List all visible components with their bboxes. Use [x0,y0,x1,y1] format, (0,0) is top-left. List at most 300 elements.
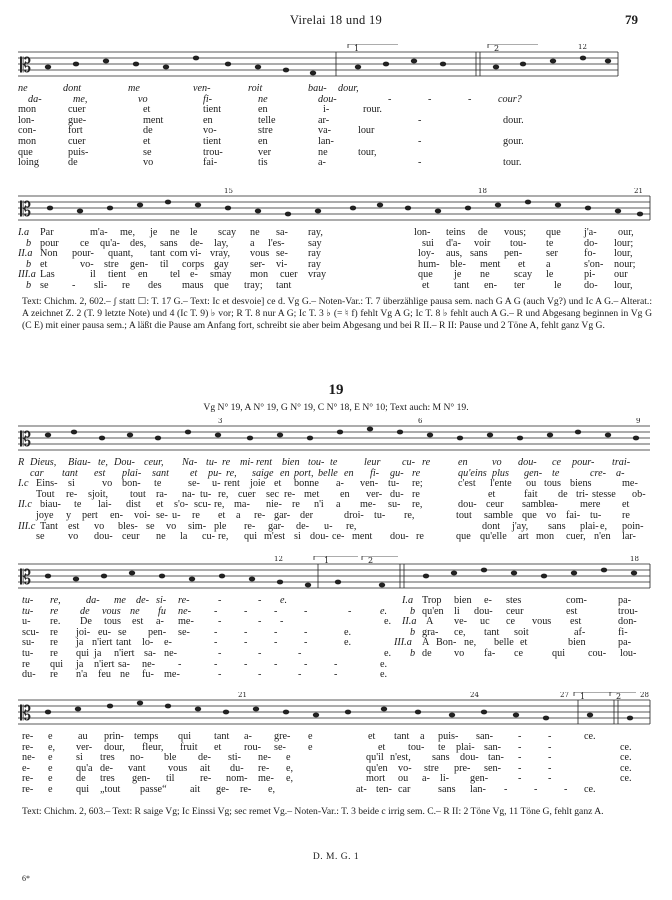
lyric-syllable: gen- [470,773,489,785]
lyric-syllable: m'a- [90,227,108,238]
lyric-syllable: joi- [76,626,91,638]
lyric-syllable: et [622,499,630,511]
lyric-syllable: cuer [280,269,298,281]
lyric-syllable: prin- [104,731,124,742]
lyric-syllable: III.a [394,637,412,649]
lyric-syllable: ce. [620,762,632,774]
lyric-syllable: qu'il [366,752,384,764]
lyric-syllable: car [398,783,411,795]
lyric-syllable: e [308,731,313,742]
lyric-syllable: tient [108,269,127,281]
lyric-syllable: re- [244,520,256,532]
svg-text:𝄡: 𝄡 [20,565,32,589]
lyric-syllable: dour. [503,114,524,126]
lyric-syllable: et [520,637,528,649]
lyric-syllable: et [218,509,226,521]
lyric-syllable: - [274,626,278,638]
lyric-syllable: III.c [18,520,36,532]
lyric-syllable: ne [318,146,328,158]
lyric-syllable: car [30,467,44,479]
lyric-syllable: ser- [250,258,266,270]
lyric-syllable: bon- [122,478,141,490]
lyric-syllable: ou [526,478,537,490]
lyric-syllable: sec [266,488,280,500]
lyric-syllable: sa- [144,647,156,659]
lyric-syllable: fo- [584,248,596,260]
lyric-syllable: tant [62,467,78,479]
lyric-syllable: tour, [358,146,377,158]
lyric-syllable: II.a [18,248,33,260]
lyric-syllable: re- [258,762,270,774]
lyric-syllable: e. [380,669,388,681]
staff-5 [18,692,654,732]
lyric-syllable: de [80,605,90,617]
lyric-syllable: art [518,531,529,543]
svg-text:𝄡: 𝄡 [20,53,32,77]
lyric-syllable: nie- [266,499,282,511]
lyric-syllable: n'iert [94,658,115,670]
lyric-syllable: ce. [620,773,632,785]
lyric-syllable: voi- [134,509,151,521]
lyric-syllable: la [180,531,188,543]
lyric-line [18,753,654,764]
lyric-syllable: et [143,104,151,116]
lyric-syllable: cour? [498,93,522,105]
lyric-syllable: - [418,114,422,126]
lyric-syllable: pre- [454,762,471,774]
staff-3 [18,418,654,458]
svg-text:1: 1 [324,556,330,565]
lyric-syllable: - [334,669,338,681]
lyric-syllable: est [570,616,582,628]
lyric-syllable: ne- [178,605,192,617]
lyric-syllable: - [178,658,182,670]
lyric-syllable: ce [514,647,524,659]
lyric-syllable: a [546,258,551,270]
music-system-5 [18,692,654,796]
lyric-syllable: fa- [484,647,496,659]
lyric-syllable: port, [294,467,314,479]
lyric-syllable: e, [286,762,294,774]
lyric-syllable: re- [178,595,190,606]
lyric-syllable: ce- [332,531,345,543]
lyric-syllable: vray, [210,248,230,260]
lyric-syllable: do- [584,237,598,249]
lyric-syllable: n'iert [92,637,113,649]
lyric-syllable: s'on- [584,258,604,270]
lyric-line [18,785,654,796]
lyrics-system-3 [18,458,654,543]
lyric-syllable: en [458,457,468,468]
lyric-syllable: re [122,279,130,291]
lyric-syllable: le [554,279,562,291]
lyric-syllable: tous [544,478,561,490]
lyric-syllable: our, [618,227,634,238]
lyric-syllable: stesse [592,488,616,500]
lyric-syllable: loy- [418,248,435,260]
lyric-syllable: a- [336,478,344,490]
lyric-syllable: qui [552,647,566,659]
lyric-syllable: tu- [206,457,218,468]
lyric-syllable: plai- [580,520,599,532]
lyric-syllable: gen- [130,258,149,270]
lyric-syllable: - [534,783,538,795]
lyric-syllable: cu- [402,457,416,468]
lyric-syllable: fruit [180,741,198,753]
lyric-syllable: ce. [584,731,596,742]
lyric-syllable: ser [546,248,558,260]
lyric-syllable: - [298,669,302,681]
lyric-syllable: ble- [450,258,466,270]
lyric-syllable: lay, [214,237,229,249]
lyric-syllable: - [258,616,262,628]
lyric-syllable: til [160,258,169,270]
lyric-syllable: tant [394,731,410,742]
lyric-syllable: de- [198,752,212,764]
lyric-syllable: en [344,467,354,479]
lyric-syllable: tan- [488,752,504,764]
lyric-syllable: com- [566,595,587,606]
lyric-syllable: tient [203,104,222,116]
lyric-syllable: u- [22,616,31,628]
lyric-syllable: A [422,637,430,649]
lyric-line [18,281,654,292]
lyric-syllable: tou- [510,237,527,249]
lyric-syllable: si [294,531,301,543]
lyric-syllable: re- [240,783,252,795]
lyric-syllable: ver- [366,488,383,500]
lyric-syllable: n'iert [114,647,135,659]
svg-text:18: 18 [630,556,639,563]
lyric-syllable: dou- [474,605,493,617]
lyric-syllable: tres [100,752,115,764]
lyric-syllable: nom- [226,773,248,785]
lyric-syllable: gre- [274,731,291,742]
lyric-syllable: e- [190,269,198,281]
section-number-19: 19 [328,382,344,398]
lyric-syllable: plus [492,467,509,479]
lyric-syllable: Trop [422,595,442,606]
lyric-syllable: des, [130,237,147,249]
lyric-syllable: lour, [614,279,633,291]
lyric-syllable: Dieus, [30,457,57,468]
lyric-syllable: - [214,637,218,649]
lyric-syllable: se- [276,248,288,260]
lyric-syllable: ray, [308,227,323,238]
lyric-syllable: - [274,605,278,617]
lyric-syllable: vo [68,531,79,543]
lyric-syllable: et [368,731,376,742]
lyric-syllable: tu- [590,509,602,521]
lyric-syllable: e. [344,626,352,638]
lyric-syllable: ceur [486,499,504,511]
lyric-syllable: ne- [258,752,272,764]
lyric-syllable: cuer [238,488,256,500]
lyric-syllable: - [504,783,508,795]
svg-text:𝄡: 𝄡 [20,427,32,451]
lyric-syllable: re [422,457,431,468]
lyric-syllable: m'est [264,531,286,543]
lyric-syllable: b [26,258,32,270]
lyric-syllable: feu [98,669,112,681]
lyric-syllable: me- [360,499,376,511]
lyric-syllable: soit [514,626,529,638]
lyric-syllable: - [244,637,248,649]
lyric-syllable: ple [214,520,227,532]
lyric-syllable: si [76,752,83,764]
lyric-syllable: c'est [458,478,476,490]
lyric-syllable: rour. [363,104,382,116]
lyric-syllable: re [50,637,58,649]
lyric-syllable: tres [100,773,115,785]
lyric-syllable: te, [98,457,108,468]
lyric-syllable: me- [178,616,194,628]
lyric-syllable: don- [618,616,637,628]
lyric-syllable: cuer, [566,531,586,543]
lyric-syllable: te [546,237,554,249]
staff-1 [18,44,654,84]
lyric-syllable: mort [366,773,386,785]
lyric-syllable: lar- [622,531,636,543]
lyric-syllable: dou- [318,93,337,105]
lyric-syllable: le [546,269,554,281]
lyric-syllable: tant [116,637,132,649]
page-footer-label: D. M. G. 1 [312,852,360,862]
lyric-syllable: te [552,467,560,479]
lyric-syllable: af- [574,626,586,638]
lyric-syllable: e, [286,773,294,785]
lyric-syllable: san- [476,731,493,742]
lyric-syllable: tous [104,616,121,628]
lyric-syllable: - [244,626,248,638]
lyric-syllable: a [420,731,425,742]
lyric-syllable: vous [168,762,188,774]
lyric-syllable: bien [568,637,586,649]
lyric-syllable: ce. [620,752,632,764]
lyric-syllable: cuer [68,135,86,147]
lyric-syllable: re, [404,509,415,521]
lyric-syllable: n'a [76,669,88,681]
lyric-syllable: qu'en [422,605,444,617]
lyric-syllable: de- [136,595,150,606]
lyric-syllable: se- [156,509,168,521]
lyric-syllable: Par [40,227,54,238]
lyric-syllable: et [190,467,198,479]
lyric-syllable: qu'en [366,762,388,774]
lyric-syllable: pu- [208,467,222,479]
lyric-syllable: en [280,467,290,479]
lyric-syllable: re [22,658,30,670]
lyric-syllable: vo [166,520,177,532]
lyric-syllable: bonne [294,478,319,490]
lyric-syllable: su- [22,637,35,649]
lyric-syllable: Biau- [68,457,91,468]
lyric-syllable: sa- [276,227,288,238]
lyric-syllable: re- [66,488,78,500]
lyric-syllable: no- [130,752,144,764]
lyric-syllable: fi- [618,626,628,638]
lyric-syllable: re, [346,520,357,532]
lyric-syllable: le [190,227,198,238]
lyric-syllable: re- [22,783,34,795]
lyric-syllable: lan- [470,783,486,795]
lyric-syllable: de [478,227,488,238]
lyric-syllable: u- [172,509,181,521]
lyric-syllable: re [50,669,58,681]
svg-text:27: 27 [560,692,569,699]
lyric-syllable: li- [440,773,450,785]
lyric-syllable: der [300,509,314,521]
lyric-syllable: aus, [446,248,463,260]
lyric-syllable: our [614,269,628,281]
svg-text:9: 9 [636,418,641,425]
lyric-syllable: - [304,626,308,638]
lyric-syllable: en- [484,279,498,291]
lyric-syllable: e- [22,762,30,774]
lyric-syllable: sen- [484,762,501,774]
lyric-syllable: pa- [618,637,632,649]
lyric-line [18,228,654,239]
lyric-syllable: bien [454,595,472,606]
lyric-syllable: a- [244,731,252,742]
lyric-syllable: se- [188,478,200,490]
lyric-syllable: A [426,616,434,628]
lyric-syllable: plai- [122,467,142,479]
lyrics-system-5 [18,732,654,796]
lyric-syllable: fait [524,488,538,500]
lyric-syllable: ment [352,531,373,543]
lyric-syllable: bles- [118,520,138,532]
lyric-syllable: et [156,499,164,511]
lyric-syllable: teins [446,227,466,238]
lyric-syllable: re [50,626,58,638]
lyric-syllable: ven- [360,478,379,490]
lyric-syllable: ne [250,227,260,238]
lyric-syllable: ce. [620,741,632,753]
lyric-syllable: que [546,227,561,238]
lyric-syllable: I.a [18,227,30,238]
lyric-syllable: e. [280,595,288,606]
lyric-syllable: que [18,146,33,158]
lyrics-system-4 [18,596,654,681]
lyric-syllable: Tant [40,520,58,532]
lyric-syllable: des [148,279,162,291]
lyric-syllable: hum- [418,258,440,270]
lyric-syllable: pert [82,509,98,521]
page-number: 79 [625,12,638,27]
lyric-syllable: lour, [614,248,633,260]
lyric-syllable: se [40,279,49,291]
lyric-syllable: dont [482,520,501,532]
lyric-syllable: vi- [276,258,288,270]
lyric-syllable: est [132,616,144,628]
lyric-syllable: - [258,595,262,606]
lyric-syllable: pour- [572,457,595,468]
lyric-syllable: trai- [612,457,631,468]
lyric-syllable: loing [18,157,39,169]
lyric-syllable: vo [546,509,557,521]
lyric-syllable: a- [422,773,430,785]
lyric-syllable: pen- [148,626,167,638]
lyric-syllable: qu'a [76,762,93,774]
lyric-syllable: samble [522,499,551,511]
staff-2 [18,188,654,228]
lyric-syllable: - [218,669,222,681]
lyric-syllable: vant [128,762,146,774]
lyric-syllable: en [138,269,148,281]
lyric-syllable: i- [323,104,330,116]
lyric-syllable: - [298,647,302,659]
lyric-syllable: scu- [22,626,39,638]
lyric-syllable: ne- [22,752,36,764]
lyric-syllable: - [518,752,522,764]
lyric-syllable: belle [494,637,514,649]
lyric-syllable: ven- [193,83,211,94]
lyric-syllable: trou- [203,146,223,158]
lyric-syllable: sans [160,237,178,249]
lyric-syllable: re [416,531,424,543]
lyric-syllable: ne [18,83,28,94]
lyric-syllable: - [244,605,248,617]
lyric-syllable: qu'eins [458,467,487,479]
lyric-syllable: til [166,773,175,785]
lyric-syllable: ja [94,647,102,659]
lyric-syllable: ob- [632,488,646,500]
lyric-syllable: samble [484,509,513,521]
lyric-syllable: a [336,499,341,511]
lyric-syllable: biau- [40,499,61,511]
lyric-syllable: de [143,125,153,137]
lyric-syllable: est [68,520,80,532]
lyric-syllable: e. [384,647,392,659]
lyric-syllable: con- [18,125,37,137]
lyric-syllable: re, [226,467,237,479]
lyric-syllable: s'o- [174,499,189,511]
lyric-syllable: gu- [390,467,404,479]
lyric-syllable: en [203,114,213,126]
lyric-syllable: me- [164,669,180,681]
lyric-syllable: - [304,605,308,617]
lyric-line [18,105,654,116]
svg-text:28: 28 [640,692,649,699]
lyric-syllable: - [548,731,552,742]
lyric-syllable: - [218,595,222,606]
lyric-syllable: re- [22,773,34,785]
lyric-syllable: - [548,762,552,774]
lyric-syllable: b [410,626,416,638]
lyric-syllable: san- [484,741,501,753]
lyric-syllable: ge- [216,783,230,795]
lyric-line [18,628,654,639]
lyric-syllable: y [66,509,72,521]
lyric-syllable: u- [324,520,333,532]
lyric-syllable: ceur [122,531,140,543]
lyric-syllable: me, [120,227,135,238]
lyric-syllable: I.c [18,478,29,490]
lyric-syllable: gar- [274,509,291,521]
lyric-syllable: ja [76,658,84,670]
lyric-syllable: tour. [503,157,522,169]
lyric-syllable: pa- [618,595,632,606]
lyric-syllable: sti- [228,752,242,764]
lyric-syllable: Non [40,248,58,260]
lyric-syllable: lou- [620,647,637,659]
lyric-syllable: Na- [182,457,198,468]
lyric-syllable: qui [76,647,90,659]
lyric-syllable: belle [318,467,338,479]
lyric-syllable: - [428,93,432,105]
lyric-syllable: e- [484,595,492,606]
